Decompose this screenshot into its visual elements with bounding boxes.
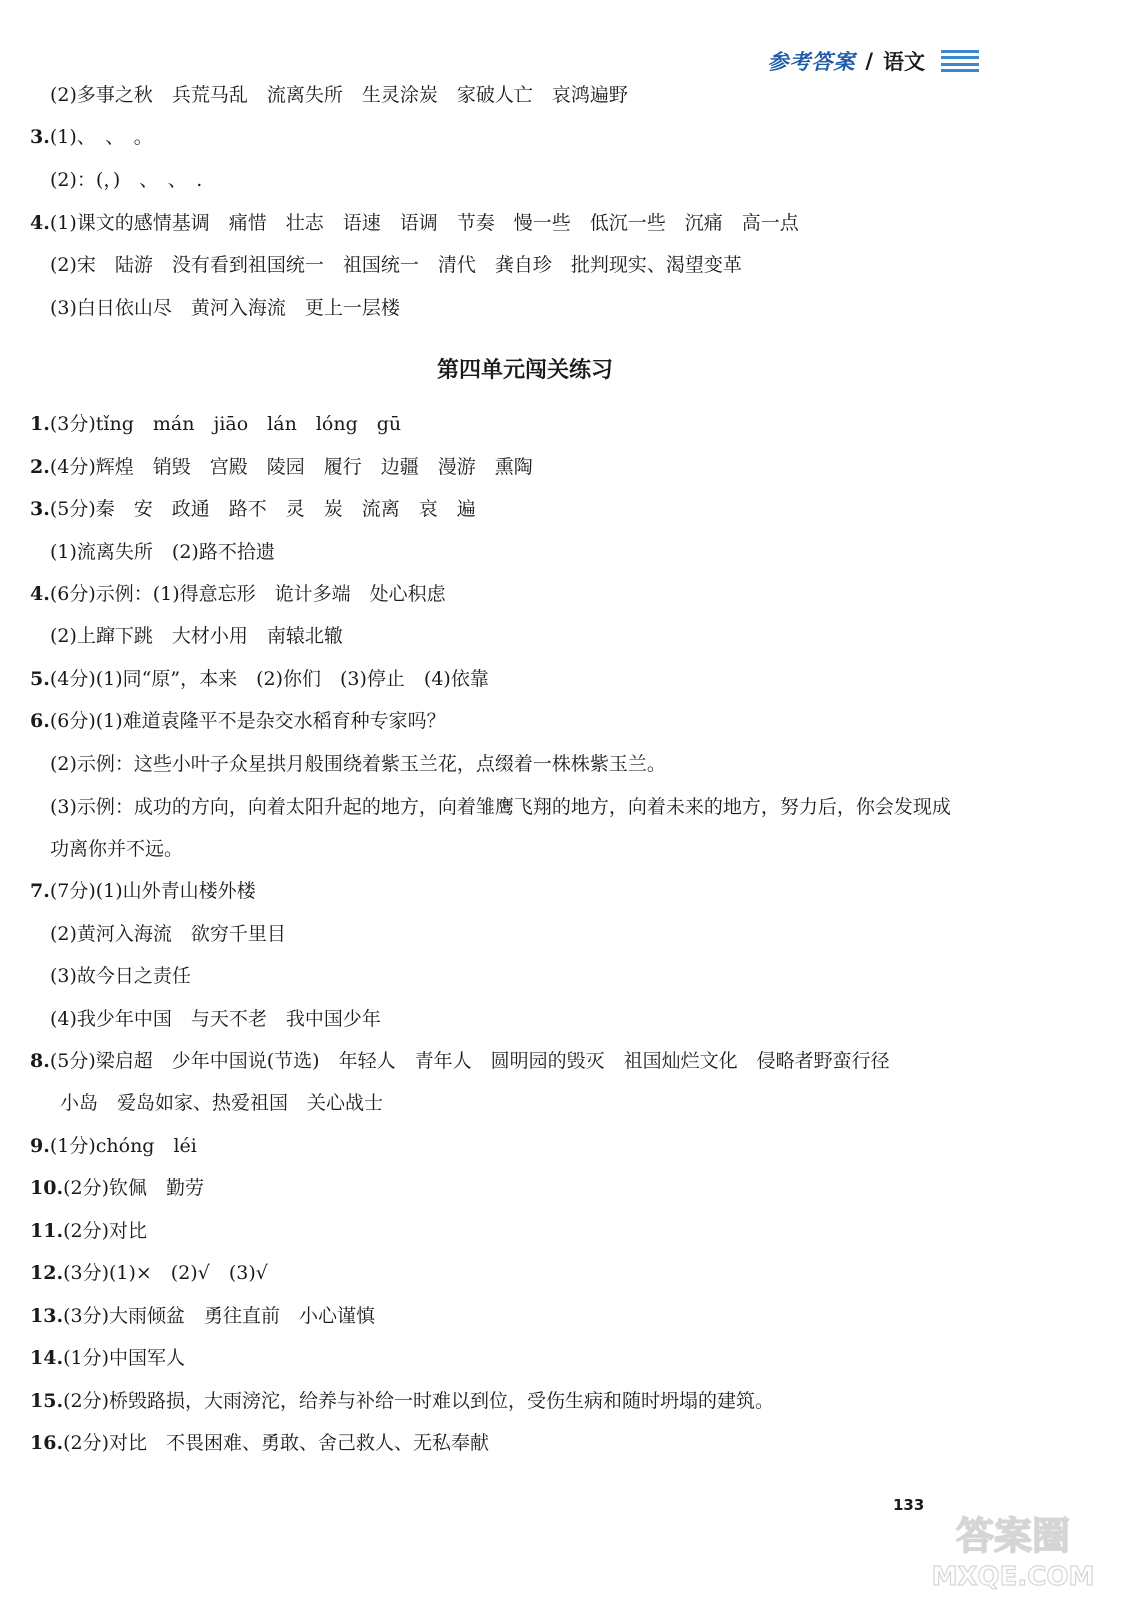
answer-item: 6.(6分)(1)难道袁隆平不是杂交水稻育种专家吗？ <box>30 710 446 732</box>
answer-line: (2)宋 陆游 没有看到祖国统一 祖国统一 清代 龚自珍 批判现实、渴望变革 <box>50 254 742 276</box>
answer-line: (3)白日依山尽 黄河入海流 更上一层楼 <box>50 297 400 319</box>
answer-item: 3.(5分)秦 安 政通 路不 灵 炭 流离 哀 遍 <box>30 498 476 520</box>
answer-item: (3)示例：成功的方向，向着太阳升起的地方，向着雏鹰飞翔的地方，向着未来的地方，努力后，你会发现成 <box>50 796 951 818</box>
header-slash: / <box>865 49 873 73</box>
answer-item: 8.(5分)梁启超 少年中国说(节选) 年轻人 青年人 圆明园的毁灭 祖国灿烂文化 侵略者野蛮行径 <box>30 1050 890 1072</box>
answer-item: (1)流离失所 (2)路不拾遗 <box>50 541 275 563</box>
header-stripes-icon <box>941 50 979 72</box>
answer-label: 参考答案 <box>767 50 856 74</box>
watermark-top-text: 答案圈 <box>955 1514 1071 1558</box>
answer-item: 14.(1分)中国军人 <box>30 1347 185 1369</box>
answer-item: 12.(3分)(1)× (2)√ (3)√ <box>30 1262 268 1284</box>
answer-item: 4.(6分)示例：(1)得意忘形 诡计多端 处心积虑 <box>30 583 446 605</box>
answer-line: 4.(1)课文的感情基调 痛惜 壮志 语速 语调 节奏 慢一些 低沉一些 沉痛 高一点 <box>30 212 799 234</box>
answer-item: (3)故今日之责任 <box>50 965 191 987</box>
answer-item: 16.(2分)对比 不畏困难、勇敢、舍己救人、无私奉献 <box>30 1432 489 1454</box>
answer-item: 15.(2分)桥毁路损，大雨滂沱，给养与补给一时难以到位，受伤生病和随时坍塌的建筑。 <box>30 1390 774 1412</box>
answer-item: (4)我少年中国 与天不老 我中国少年 <box>50 1008 381 1030</box>
answer-item: (2)上蹿下跳 大材小用 南辕北辙 <box>50 625 343 647</box>
answer-item: 7.(7分)(1)山外青山楼外楼 <box>30 880 256 902</box>
watermark-bottom-text: MXQE.COM <box>931 1562 1095 1592</box>
answer-item: 功离你并不远。 <box>50 838 184 860</box>
page-number: 133 <box>893 1496 925 1514</box>
answer-item: 13.(3分)大雨倾盆 勇往直前 小心谨慎 <box>30 1305 375 1327</box>
answer-line: 3.(1)、 、 。 <box>30 126 153 148</box>
answer-item: 1.(3分)tǐng mán jiāo lán lóng gū <box>30 413 402 435</box>
answer-item: 11.(2分)对比 <box>30 1220 147 1242</box>
answer-item: (2)黄河入海流 欲穷千里目 <box>50 923 286 945</box>
answer-item: 小岛 爱岛如家、热爱祖国 关心战士 <box>60 1092 384 1114</box>
watermark-logo <box>928 1505 1098 1593</box>
section-title: 第四单元闯关练习 <box>436 358 613 383</box>
answer-line: (2)：(，) 、 、 . <box>50 169 203 191</box>
page-header <box>767 46 979 76</box>
answer-item: 5.(4分)(1)同“原”，本来 (2)你们 (3)停止 (4)依靠 <box>30 668 489 690</box>
answer-line: (2)多事之秋 兵荒马乱 流离失所 生灵涂炭 家破人亡 哀鸿遍野 <box>50 84 628 106</box>
answer-item: 10.(2分)钦佩 勤劳 <box>30 1177 204 1199</box>
answer-item: 2.(4分)辉煌 销毁 宫殿 陵园 履行 边疆 漫游 熏陶 <box>30 456 533 478</box>
answer-item: (2)示例：这些小叶子众星拱月般围绕着紫玉兰花，点缀着一株株紫玉兰。 <box>50 753 666 775</box>
answer-item: 9.(1分)chóng léi <box>30 1135 197 1157</box>
subject-label: 语文 <box>883 50 925 74</box>
